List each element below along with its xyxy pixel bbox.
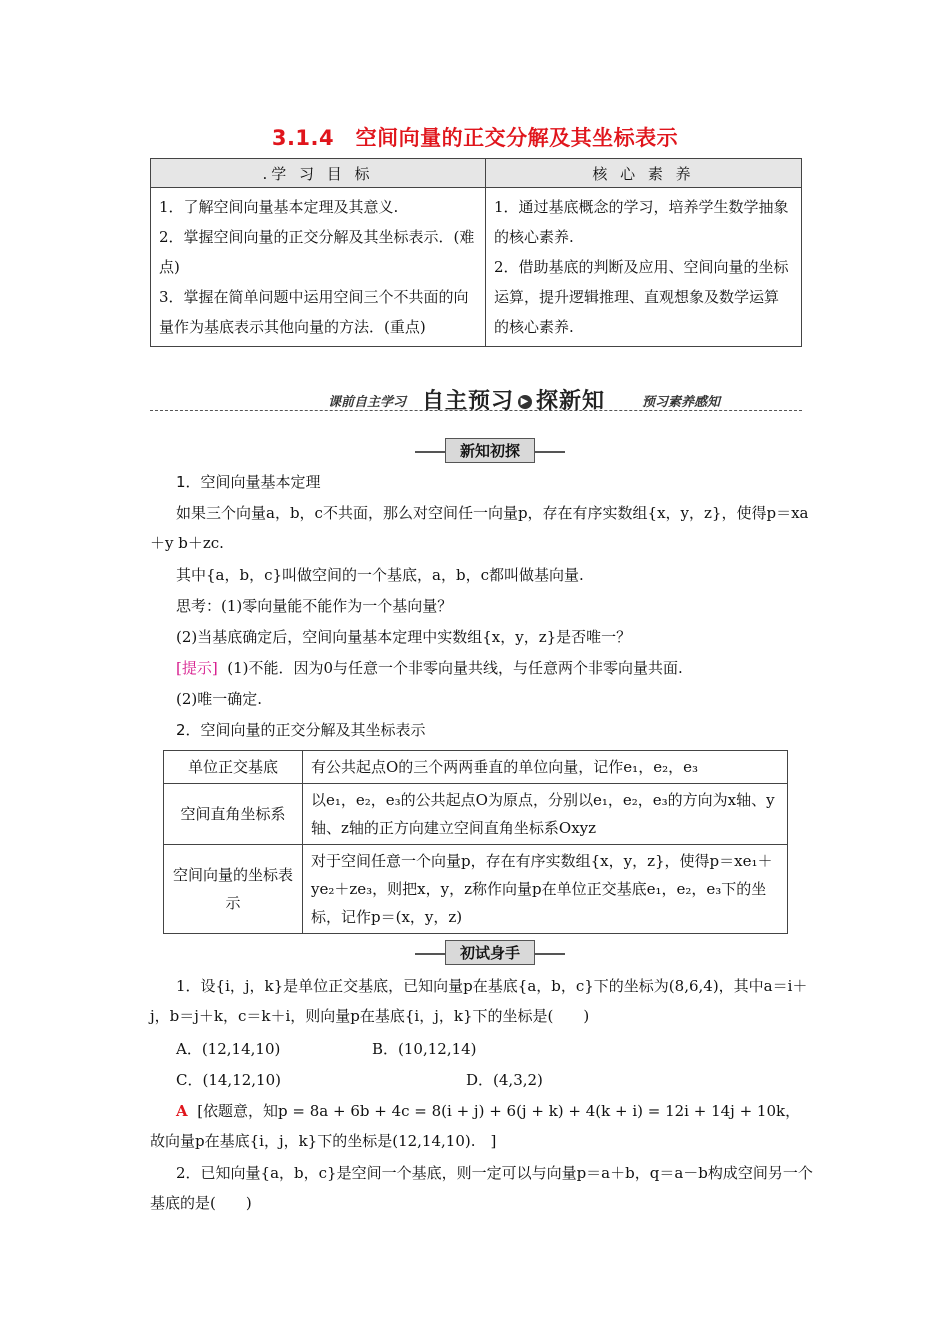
banner-main (422, 384, 605, 415)
tag-label: 新知初探 (445, 438, 535, 463)
s1-basis-def: 其中{a，b，c}叫做空间的一个基底，a，b，c都叫做基向量. (176, 566, 584, 584)
tag-right-line (535, 953, 565, 955)
goals-table (150, 158, 802, 347)
q2-stem: 2．已知向量{a，b，c}是空间一个基底，则一定可以与向量p＝a＋b，q＝a－b构成空间另一个基底的是( ) (150, 1164, 813, 1212)
banner-arrow-icon: ▶ (518, 395, 532, 409)
def-value: 以e₁，e₂，e₃的公共起点O为原点，分别以e₁，e₂，e₃的方向为x轴、y轴、z轴的正方向建立空间直角坐标系Oxyz (303, 784, 788, 845)
section-tag-new-knowledge (0, 438, 950, 463)
s1-think: 思考：(1)零向量能不能作为一个基向量？ (176, 597, 453, 615)
goals-header-right: 核 心 素 养 (486, 159, 802, 188)
goals-left-cell (151, 188, 486, 347)
q1-option-c: C．(14,12,10) (176, 1071, 281, 1089)
banner-left-label: 课前自主学习 (328, 395, 407, 410)
banner-main-b: 探新知 (536, 389, 606, 414)
def-key: 空间直角坐标系 (164, 784, 303, 845)
s2-heading: 2．空间向量的正交分解及其坐标表示 (176, 721, 426, 739)
tag-left-line (415, 953, 445, 955)
def-value: 有公共起点O的三个两两垂直的单位向量，记作e₁，e₂，e₃ (303, 751, 788, 784)
q1-answer: A (176, 1102, 188, 1120)
banner-right-label: 预习素养感知 (642, 395, 721, 410)
literacy-line: 1．通过基底概念的学习，培养学生数学抽象的核心素养. (494, 198, 789, 246)
tag-right-line (535, 451, 565, 453)
s1-heading: 1．空间向量基本定理 (176, 473, 321, 491)
goals-header-left: .学 习 目 标 (151, 159, 486, 188)
section-banner (150, 384, 802, 414)
q1-option-d: D．(4,3,2) (466, 1071, 543, 1089)
goals-right-cell (486, 188, 802, 347)
goal-line: 1．了解空间向量基本定理及其意义. (159, 198, 399, 216)
def-key: 空间向量的坐标表示 (164, 845, 303, 934)
s1-hint2: (2)唯一确定. (176, 690, 263, 708)
definitions-table (163, 750, 788, 934)
hint-label: [提示] (176, 659, 218, 677)
tag-left-line (415, 451, 445, 453)
page-title: 3.1.4 空间向量的正交分解及其坐标表示 (271, 126, 679, 150)
q1-option-b: B．(10,12,14) (372, 1040, 477, 1058)
literacy-line: 2．借助基底的判断及应用、空间向量的坐标运算，提升逻辑推理、直观想象及数学运算的核心素养. (494, 258, 789, 336)
s1-hint-row (176, 653, 683, 683)
s1-think2: (2)当基底确定后，空间向量基本定理中实数组{x，y，z}是否唯一？ (176, 628, 632, 646)
q1-solution-block (150, 1096, 814, 1156)
goal-line: 3．掌握在简单问题中运用空间三个不共面的向量作为基底表示其他向量的方法．(重点) (159, 288, 469, 336)
banner-main-a: 自主预习 (422, 389, 515, 414)
q1-option-a: A．(12,14,10) (176, 1040, 281, 1058)
hint-text: (1)不能．因为0与任意一个非零向量共线，与任意两个非零向量共面. (227, 659, 683, 677)
goal-line: 2．掌握空间向量的正交分解及其坐标表示．(难点) (159, 228, 475, 276)
q1-stem: 1．设{i，j，k}是单位正交基底，已知向量p在基底{a，b，c}下的坐标为(8,6,4)，其中a＝i＋j，b＝j＋k，c＝k＋i，则向量p在基底{i，j，k}下的坐标是( ) (150, 977, 808, 1025)
tag-label: 初试身手 (445, 940, 535, 965)
def-value: 对于空间任意一个向量p，存在有序实数组{x，y，z}，使得p＝xe₁＋ye₂＋ze₃，则把x，y，z称作向量p在单位正交基底e₁，e₂，e₃下的坐标，记作p＝(x，y，z) (303, 845, 788, 934)
s1-theorem: 如果三个向量a，b，c不共面，那么对空间任一向量p，存在有序实数组{x，y，z}，使得p＝xa＋y b＋zc. (150, 504, 809, 552)
section-tag-first-try (0, 940, 950, 965)
q1-solution: [依题意，知p = 8a + 6b + 4c = 8(i + j) + 6(j + k) + 4(k + i) = 12i + 14j + 10k，故向量p在基底{i，j，k}下的坐标是(12,14,10). ] (150, 1102, 801, 1150)
def-key: 单位正交基底 (164, 751, 303, 784)
